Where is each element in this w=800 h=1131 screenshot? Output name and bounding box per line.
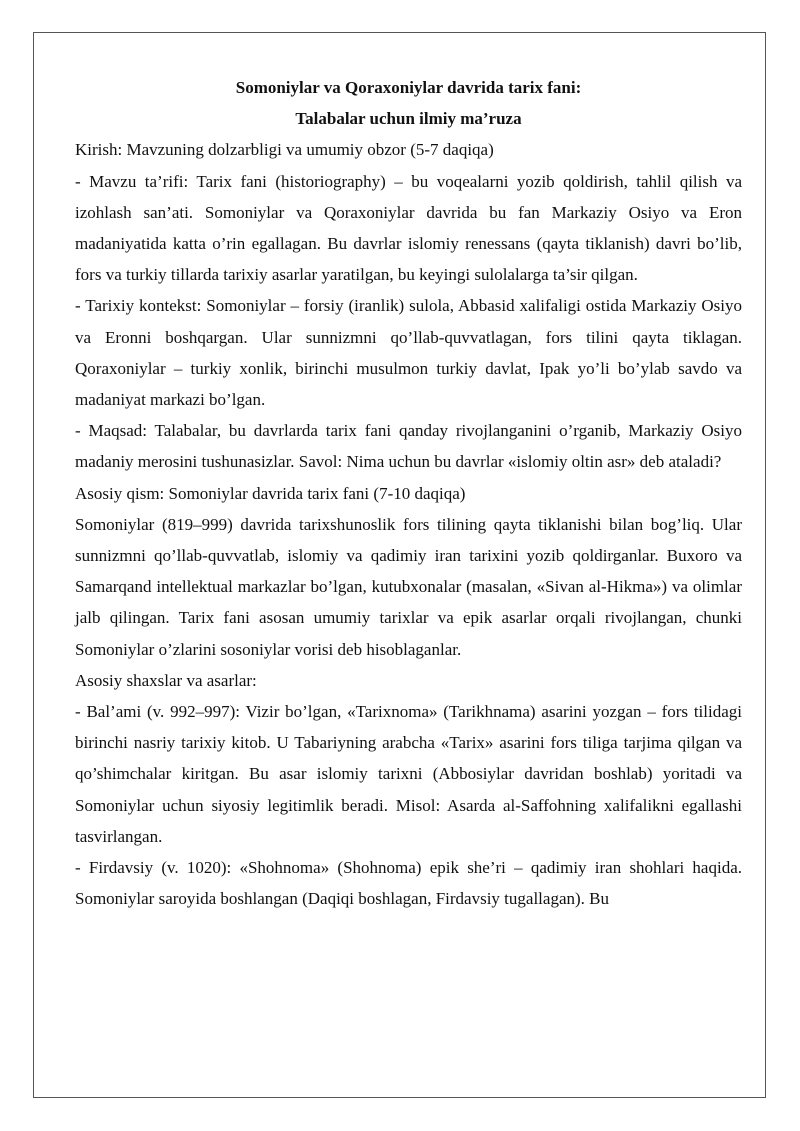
section-heading-intro: Kirish: Mavzuning dolzarbligi va umumiy obzor (5-7 daqiqa) — [75, 140, 494, 160]
paragraph-definition: - Mavzu ta’rifi: Tarix fani (historiography) – bu voqealarni yozib qoldirish, tahlil qilish va izohlash san’ati. Somoniylar va Qoraxoniylar davrida bu fan Markaziy Osiyo va Eron madaniyatida katta o’rin egallagan. Bu davrlar islomiy renessans (qayta tiklanish) davri bo’lib, fors va turkiy tillarda tarixiy asarlar yaratilgan, bu keyingi sulolalarga ta’sir qilgan. — [75, 171, 742, 285]
document-title: Somoniylar va Qoraxoniylar davrida tarix fani: — [235, 78, 582, 97]
document-subtitle: Talabalar uchun ilmiy ma’ruza — [295, 109, 522, 129]
subheading-key-figures: Asosiy shaxslar va asarlar: — [75, 670, 257, 690]
paragraph-balami: - Bal’ami (v. 992–997): Vizir bo’lgan, «Tarixnoma» (Tarikhnama) asarini yozgan – fors tilidagi birinchi nasriy tarixiy kitob. U Tabariyning arabcha «Tarix» asarini fors tiliga tarjima qilgan va qo’shimchalar kiritgan. Bu asar islomiy tarixni (Abbosiylar davridan boshlab) yoritadi va Somoniylar uchun siyosiy legitimlik beradi. Misol: Asarda al-Saffohning xalifalikni egallashi tasvirlangan. — [75, 702, 742, 846]
document-body — [75, 72, 742, 914]
section-heading-main: Asosiy qism: Somoniylar davrida tarix fani (7-10 daqiqa) — [75, 483, 466, 503]
paragraph-goal: - Maqsad: Talabalar, bu davrlarda tarix fani qanday rivojlanganini o’rganib, Markaziy Osiyo madaniy merosini tushunasizlar. Savol: Nima uchun bu davrlar «islomiy oltin asr» deb ataladi? — [75, 421, 742, 472]
paragraph-context: - Tarixiy kontekst: Somoniylar – forsiy (iranlik) sulola, Abbasid xalifaligi ostida Markaziy Osiyo va Eronni boshqargan. Ular sunnizmni qo’llab-quvvatlagan, fors tilini qayta tiklagan. Qoraxoniylar – turkiy xonlik, birinchi musulmon turkiy davlat, Ipak yo’li bo’ylab savdo va madaniyat markazi bo’lgan. — [75, 296, 742, 410]
paragraph-firdavsiy: - Firdavsiy (v. 1020): «Shohnoma» (Shohnoma) epik she’ri – qadimiy iran shohlari haqida. Somoniylar saroyida boshlangan (Daqiqi boshlagan, Firdavsiy tugallagan). Bu — [75, 858, 742, 909]
paragraph-somoniylar: Somoniylar (819–999) davrida tarixshunoslik fors tilining qayta tiklanishi bilan bog’liq. Ular sunnizmni qo’llab-quvvatlab, islomiy va qadimiy iran tarixini yozib qoldirganlar. Buxoro va Samarqand intellektual markazlar bo’lgan, kutubxonalar (masalan, «Sivan al-Hikma») va olimlar jalb qilingan. Tarix fani asosan umumiy tarixlar va epik asarlar orqali rivojlangan, chunki Somoniylar o’zlarini sosoniylar vorisi deb hisoblaganlar. — [75, 514, 742, 659]
